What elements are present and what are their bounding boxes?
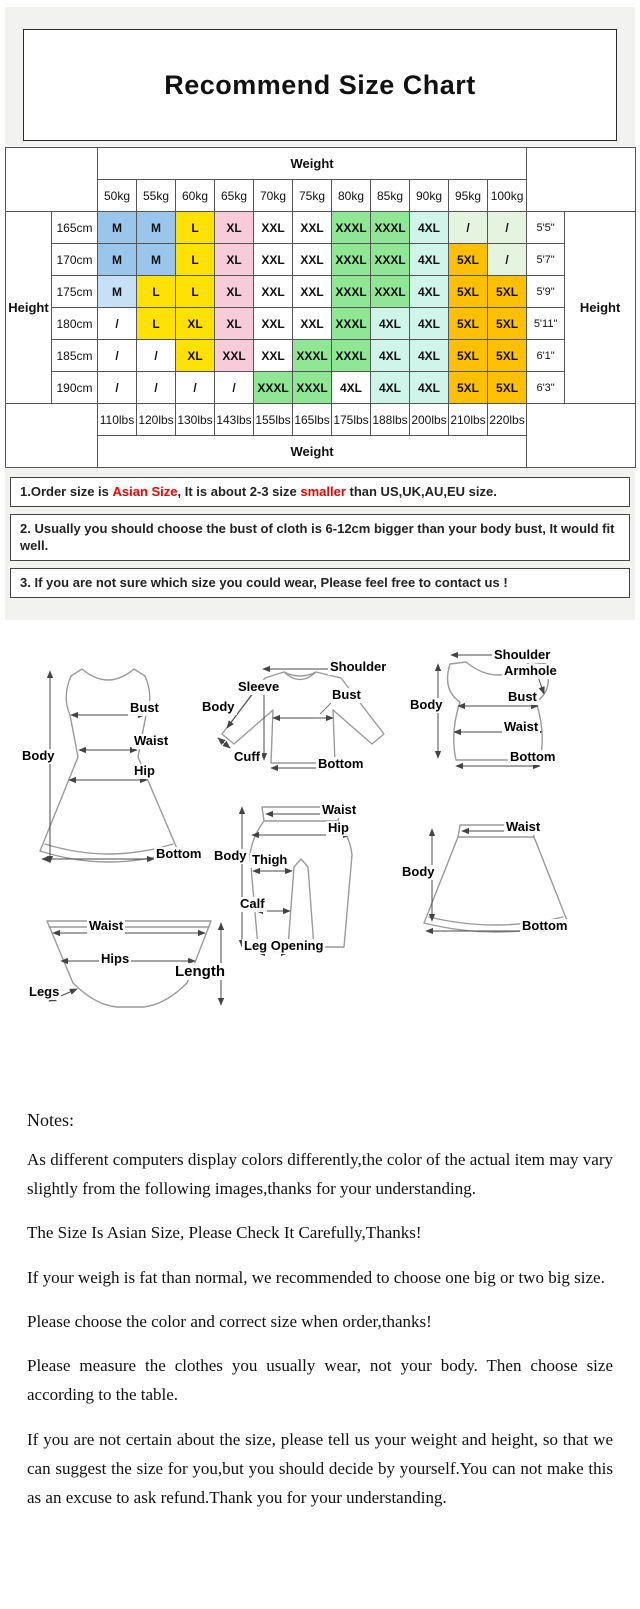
lbs-column-header: 200lbs — [410, 404, 449, 436]
kg-column-header: 95kg — [449, 180, 488, 212]
size-cell: XXXL — [332, 244, 371, 276]
size-cell: L — [137, 276, 176, 308]
size-chart-section — [5, 7, 635, 620]
lbs-column-header: 143lbs — [215, 404, 254, 436]
kg-column-header: 85kg — [371, 180, 410, 212]
height-ft-cell: 5'7" — [527, 244, 565, 276]
size-cell: XXXL — [371, 276, 410, 308]
size-table — [5, 147, 636, 468]
pants-calf-label: Calf — [240, 896, 265, 911]
notes-section — [0, 1080, 640, 1512]
size-cell: 5XL — [449, 340, 488, 372]
lbs-column-header: 188lbs — [371, 404, 410, 436]
size-cell: 4XL — [410, 276, 449, 308]
order-note — [10, 514, 630, 561]
size-cell: XL — [215, 276, 254, 308]
height-cm-cell: 185cm — [52, 340, 98, 372]
size-cell: XXXL — [371, 244, 410, 276]
size-cell: 4XL — [410, 308, 449, 340]
order-note — [10, 568, 630, 598]
page-title: Recommend Size Chart — [164, 69, 476, 100]
size-cell: XL — [215, 244, 254, 276]
size-cell: M — [98, 212, 137, 244]
pants-waist-label: Waist — [322, 802, 357, 817]
table-row — [6, 308, 636, 340]
size-cell: XXL — [293, 212, 332, 244]
size-cell: XXL — [293, 244, 332, 276]
height-cm-cell: 190cm — [52, 372, 98, 404]
dress-diagram — [18, 655, 218, 905]
size-cell: / — [137, 340, 176, 372]
vest-diagram — [398, 648, 598, 778]
size-cell: 4XL — [410, 212, 449, 244]
table-row — [6, 244, 636, 276]
size-cell: / — [488, 212, 527, 244]
notes-paragraph: Please measure the clothes you usually wear, not your body. Then choose size according to the table. — [27, 1356, 613, 1405]
height-ft-cell: 5'5" — [527, 212, 565, 244]
table-corner-bottom-right — [527, 404, 636, 468]
size-cell: M — [98, 244, 137, 276]
size-cell: L — [176, 276, 215, 308]
kg-column-header: 90kg — [410, 180, 449, 212]
notes-heading: Notes: — [27, 1110, 74, 1130]
size-cell: XXL — [254, 212, 293, 244]
height-ft-cell: 5'11" — [527, 308, 565, 340]
briefs-legs-label: Legs — [29, 984, 60, 999]
size-cell: / — [98, 340, 137, 372]
size-cell: XXXL — [332, 212, 371, 244]
highlighted-text: smaller — [300, 484, 346, 499]
vest-shoulder-label: Shoulder — [494, 647, 551, 662]
height-cm-cell: 180cm — [52, 308, 98, 340]
table-corner-bottom-left — [6, 404, 98, 468]
height-cm-cell: 165cm — [52, 212, 98, 244]
briefs-length-label: Length — [175, 963, 225, 980]
weight-header-top: Weight — [98, 148, 527, 180]
size-cell: 4XL — [332, 372, 371, 404]
vest-drawing-icon — [398, 648, 598, 778]
shirt-body-label: Body — [202, 699, 235, 714]
size-cell: L — [176, 244, 215, 276]
weight-header-bottom: Weight — [98, 436, 527, 468]
table-corner-top-left — [6, 148, 98, 212]
size-cell: 4XL — [410, 372, 449, 404]
briefs-hips-label: Hips — [101, 951, 130, 966]
table-row — [6, 276, 636, 308]
kg-column-header: 55kg — [137, 180, 176, 212]
skirt-body-label: Body — [402, 864, 435, 879]
size-cell: XXXL — [332, 276, 371, 308]
height-ft-cell: 5'9" — [527, 276, 565, 308]
shirt-bust-label: Bust — [332, 687, 361, 702]
size-cell: XXXL — [293, 372, 332, 404]
size-cell: 5XL — [449, 372, 488, 404]
note-text: , It is about 2-3 size — [177, 484, 301, 499]
lbs-column-header: 130lbs — [176, 404, 215, 436]
skirt-diagram — [396, 815, 596, 950]
size-cell: XXL — [215, 340, 254, 372]
shirt-cuff-label: Cuff — [234, 749, 260, 764]
note-text: than US,UK,AU,EU size. — [345, 484, 497, 499]
vest-body-label: Body — [410, 697, 443, 712]
size-cell: XL — [176, 340, 215, 372]
dress-outline — [40, 669, 178, 862]
kg-column-header: 65kg — [215, 180, 254, 212]
kg-column-header: 60kg — [176, 180, 215, 212]
order-notes — [5, 477, 635, 598]
briefs-waist-label: Waist — [89, 918, 124, 933]
notes-paragraph: The Size Is Asian Size, Please Check It Carefully,Thanks! — [27, 1223, 422, 1243]
dress-hip-label: Hip — [134, 763, 155, 778]
dress-body-label: Body — [22, 748, 55, 763]
measurement-diagrams — [0, 620, 640, 1080]
order-note — [10, 477, 630, 507]
shirt-drawing-icon — [200, 660, 400, 785]
note-text: 2. Usually you should choose the bust of cloth is 6-12cm bigger than your body bust, It would fit well. — [20, 521, 615, 553]
height-ft-cell: 6'3" — [527, 372, 565, 404]
size-cell: L — [137, 308, 176, 340]
size-cell: / — [98, 372, 137, 404]
size-cell: 5XL — [488, 372, 527, 404]
shirt-shoulder-label: Shoulder — [330, 659, 387, 674]
note-text: 3. If you are not sure which size you could wear, Please feel free to contact us ! — [20, 574, 508, 590]
lbs-column-header: 110lbs — [98, 404, 137, 436]
dress-bust-label: Bust — [130, 700, 159, 715]
size-cell: L — [176, 212, 215, 244]
size-cell: XXL — [254, 340, 293, 372]
skirt-bottom-label: Bottom — [522, 918, 568, 933]
height-label-left: Height — [6, 212, 52, 404]
kg-column-header: 80kg — [332, 180, 371, 212]
title-box — [23, 29, 617, 141]
size-cell: 4XL — [410, 244, 449, 276]
size-cell: XXXL — [254, 372, 293, 404]
lbs-column-header: 120lbs — [137, 404, 176, 436]
shirt-diagram — [200, 660, 400, 785]
briefs-diagram — [15, 905, 255, 1035]
notes-paragraph: If your weigh is fat than normal, we recommended to choose one big or two big size. — [27, 1267, 605, 1287]
lbs-column-header: 210lbs — [449, 404, 488, 436]
size-cell: / — [449, 212, 488, 244]
size-cell: / — [98, 308, 137, 340]
size-cell: XXXL — [293, 340, 332, 372]
shirt-sleeve-label: Sleeve — [238, 679, 280, 694]
size-cell: / — [176, 372, 215, 404]
size-cell: XL — [176, 308, 215, 340]
table-row — [6, 372, 636, 404]
vest-armhole-label: Armhole — [504, 663, 557, 678]
vest-bust-label: Bust — [508, 689, 537, 704]
size-cell: 5XL — [488, 340, 527, 372]
height-label-right: Height — [565, 212, 636, 404]
size-cell: 4XL — [410, 340, 449, 372]
height-cm-cell: 170cm — [52, 244, 98, 276]
dress-bottom-label: Bottom — [156, 846, 202, 861]
kg-column-header: 70kg — [254, 180, 293, 212]
size-cell: XL — [215, 212, 254, 244]
pants-hip-label: Hip — [328, 820, 349, 835]
kg-column-header: 100kg — [488, 180, 527, 212]
note-text: 1.Order size is — [20, 484, 113, 499]
size-cell: XXXL — [332, 340, 371, 372]
lbs-column-header: 220lbs — [488, 404, 527, 436]
pants-body-label: Body — [214, 848, 247, 863]
size-cell: 5XL — [449, 244, 488, 276]
kg-column-header: 50kg — [98, 180, 137, 212]
table-corner-top-right — [527, 148, 636, 212]
size-cell: 5XL — [449, 276, 488, 308]
size-cell: XXL — [254, 308, 293, 340]
dress-drawing-icon — [18, 655, 218, 905]
notes-paragraphs — [27, 1145, 613, 1512]
size-cell: XXL — [293, 308, 332, 340]
dress-waist-label: Waist — [134, 733, 169, 748]
notes-paragraph: As different computers display colors differently,the color of the actual item may vary slightly from the following images,thanks for your understanding. — [27, 1150, 613, 1199]
size-cell: M — [98, 276, 137, 308]
size-cell: XL — [215, 308, 254, 340]
lbs-column-header: 165lbs — [293, 404, 332, 436]
size-cell: M — [137, 244, 176, 276]
skirt-waist-label: Waist — [506, 819, 541, 834]
size-cell: / — [488, 244, 527, 276]
kg-column-header: 75kg — [293, 180, 332, 212]
size-cell: 5XL — [488, 308, 527, 340]
pants-thigh-label: Thigh — [252, 852, 288, 867]
size-cell: 5XL — [449, 308, 488, 340]
size-cell: XXXL — [332, 308, 371, 340]
size-cell: XXL — [254, 276, 293, 308]
size-cell: / — [215, 372, 254, 404]
shirt-bottom-label: Bottom — [318, 756, 364, 771]
notes-paragraph: If you are not certain about the size, please tell us your weight and height, so that we can suggest the size for you,but you should decide by yourself.You can not make this as an excuse to ask refund.Thank you for your understanding. — [27, 1429, 613, 1508]
size-cell: 4XL — [371, 372, 410, 404]
size-cell: 5XL — [488, 276, 527, 308]
size-cell: XXXL — [371, 212, 410, 244]
size-cell: M — [137, 212, 176, 244]
pants-leg-opening-label: Leg Opening — [244, 938, 324, 953]
lbs-column-header: 155lbs — [254, 404, 293, 436]
size-cell: XXL — [293, 276, 332, 308]
table-row — [6, 340, 636, 372]
size-cell: 4XL — [371, 308, 410, 340]
size-cell: / — [137, 372, 176, 404]
size-cell: XXL — [254, 244, 293, 276]
vest-bottom-label: Bottom — [510, 749, 556, 764]
size-cell: 4XL — [371, 340, 410, 372]
notes-paragraph: Please choose the color and correct size when order,thanks! — [27, 1311, 432, 1331]
lbs-column-header: 175lbs — [332, 404, 371, 436]
highlighted-text: Asian Size — [112, 484, 178, 499]
table-row — [6, 212, 636, 244]
height-cm-cell: 175cm — [52, 276, 98, 308]
height-ft-cell: 6'1" — [527, 340, 565, 372]
vest-waist-label: Waist — [504, 719, 539, 734]
